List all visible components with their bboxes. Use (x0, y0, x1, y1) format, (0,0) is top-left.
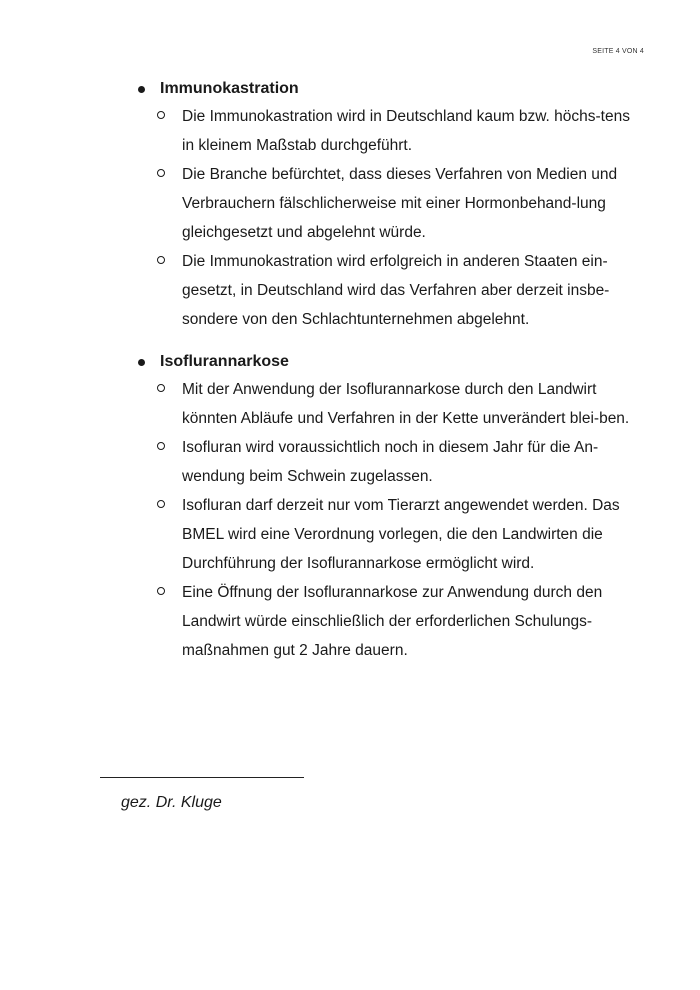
bullet-list (134, 102, 634, 334)
section-heading (134, 76, 634, 102)
list-item-text: Isofluran darf derzeit nur vom Tierarzt angewendet werden. Das BMEL wird eine Verordnung vorlegen, die den Landwirten die Durchführung der Isoflurannarkose ermöglicht wird. (182, 497, 620, 572)
circle-bullet-icon (157, 111, 165, 119)
list-item-text: Isofluran wird voraussichtlich noch in diesem Jahr für die An-wendung beim Schwein zugelassen. (182, 439, 599, 485)
list-item-text: Die Branche befürchtet, dass dieses Verfahren von Medien und Verbrauchern fälschlicherweise mit einer Hormonbehand-lung gleichgesetzt und abgelehnt würde. (182, 166, 618, 241)
page-number: SEITE 4 VON 4 (592, 48, 644, 55)
section-isoflurannarkose (134, 349, 634, 665)
circle-bullet-icon (157, 442, 165, 450)
section-heading-text: Immunokastration (160, 80, 299, 97)
circle-bullet-icon (157, 500, 165, 508)
list-item (134, 102, 634, 160)
list-item-text: Eine Öffnung der Isoflurannarkose zur Anwendung durch den Landwirt würde einschließlich der erforderlichen Schulungs-maßnahmen gut 2 Jahre dauern. (182, 584, 603, 659)
list-item-text: Mit der Anwendung der Isoflurannarkose durch den Landwirt könnten Abläufe und Verfahren in der Kette unverändert blei-ben. (182, 381, 630, 427)
list-item-text: Die Immunokastration wird erfolgreich in anderen Staaten ein-gesetzt, in Deutschland wird das Verfahren aber derzeit insbe-sondere von den Schlachtunternehmen abgelehnt. (182, 253, 610, 328)
list-item (134, 578, 634, 665)
list-item-text: Die Immunokastration wird in Deutschland kaum bzw. höchs-tens in kleinem Maßstab durchgeführt. (182, 108, 630, 154)
circle-bullet-icon (157, 587, 165, 595)
list-item (134, 491, 634, 578)
list-item (134, 160, 634, 247)
circle-bullet-icon (157, 256, 165, 264)
bullet-list (134, 375, 634, 665)
section-heading (134, 349, 634, 375)
circle-bullet-icon (157, 384, 165, 392)
list-item (134, 247, 634, 334)
signature: gez. Dr. Kluge (121, 794, 222, 811)
section-heading-text: Isoflurannarkose (160, 353, 289, 370)
list-item (134, 375, 634, 433)
signature-line (100, 777, 304, 778)
section-immunokastration (134, 76, 634, 334)
bullet-icon (138, 86, 145, 93)
bullet-icon (138, 359, 145, 366)
circle-bullet-icon (157, 169, 165, 177)
list-item (134, 433, 634, 491)
